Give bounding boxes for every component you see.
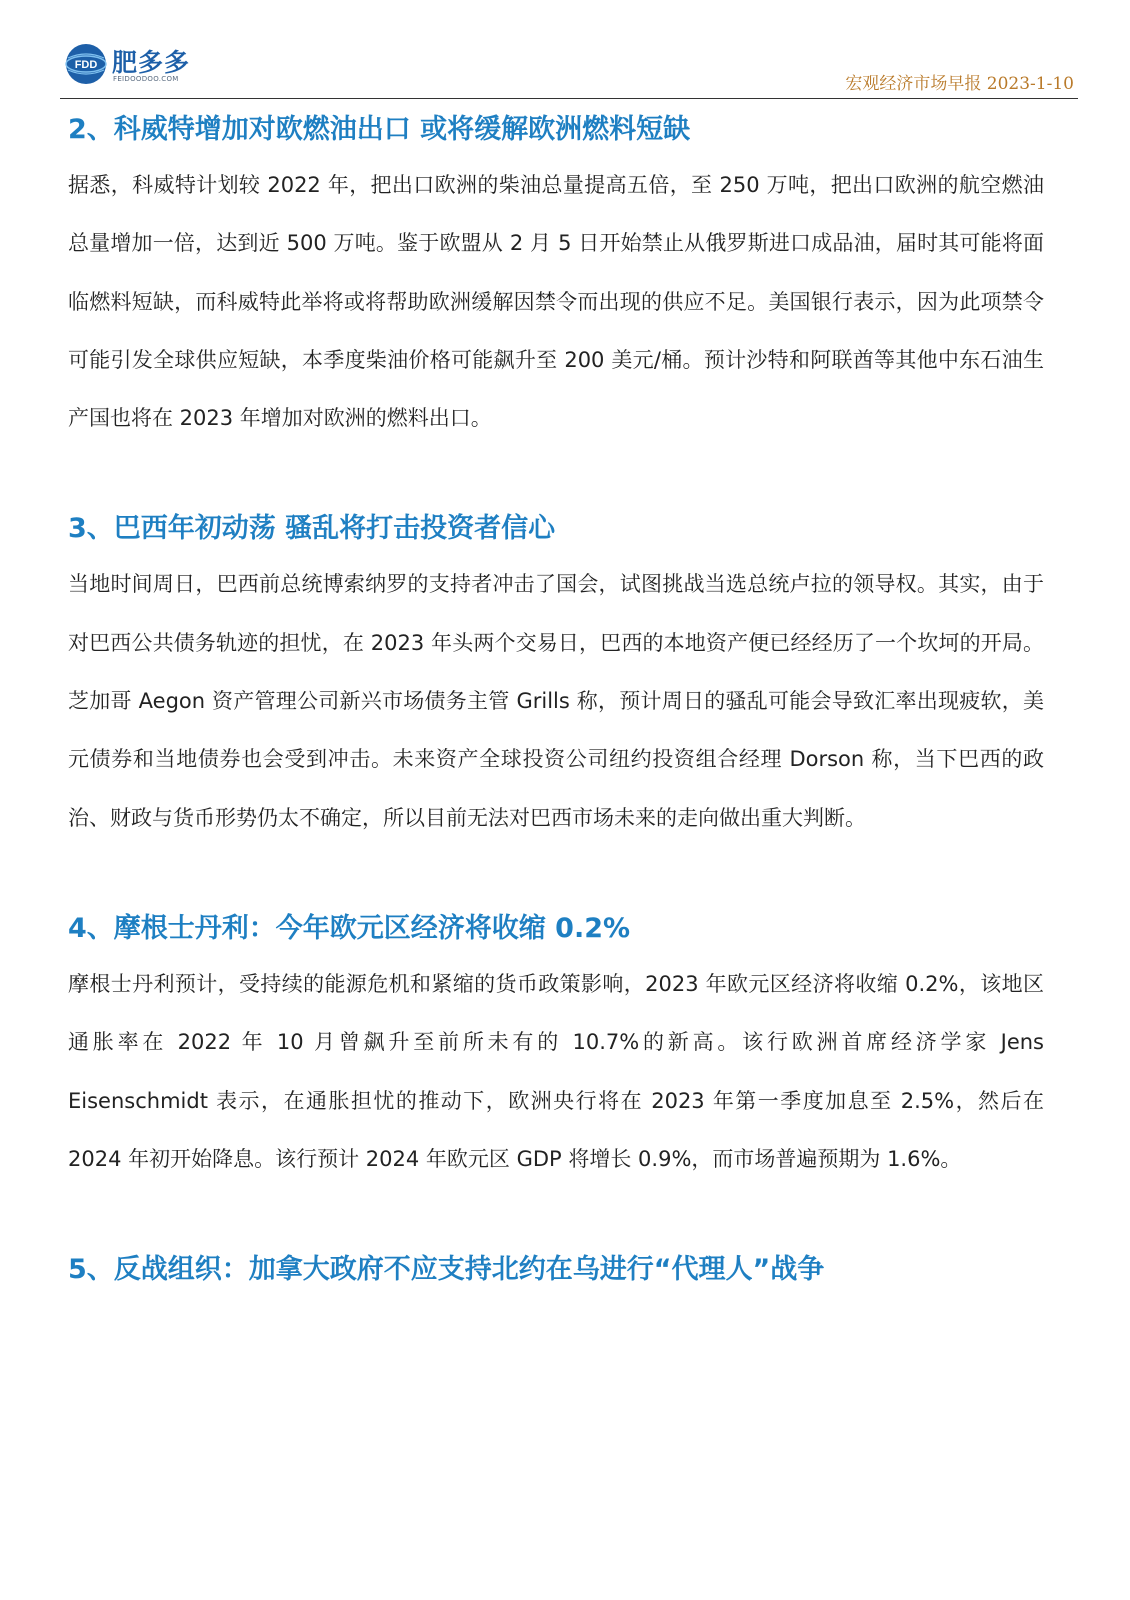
section-spacer xyxy=(68,447,1044,503)
news-section xyxy=(68,903,1044,1188)
report-title: 宏观经济市场早报 2023-1-10 xyxy=(845,74,1074,94)
section-heading: 3、巴西年初动荡 骚乱将打击投资者信心 xyxy=(68,513,556,545)
logo-globe-icon xyxy=(64,42,108,86)
section-spacer xyxy=(68,847,1044,903)
article-content xyxy=(68,104,1044,1296)
news-section xyxy=(68,1244,1044,1296)
page-header xyxy=(60,38,1078,99)
news-section xyxy=(68,104,1044,447)
logo-wordmark: 肥多多 xyxy=(112,48,191,77)
company-logo xyxy=(64,42,204,88)
logo-domain: FEIDOODOO.COM xyxy=(113,75,179,83)
section-heading: 5、反战组织：加拿大政府不应支持北约在乌进行“代理人”战争 xyxy=(68,1254,825,1286)
section-heading: 4、摩根士丹利：今年欧元区经济将收缩 0.2% xyxy=(68,912,631,944)
section-body: 当地时间周日，巴西前总统博索纳罗的支持者冲击了国会，试图挑战当选总统卢拉的领导权。其实，由于对巴西公共债务轨迹的担忧，在 2023 年头两个交易日，巴西的本地资产便已经经历了一个坎坷的开局。芝加哥 Aegon 资产管理公司新兴市场债务主管 Grills 称，预计周日的骚乱可能会导致汇率出现疲软，美元债券和当地债券也会受到冲击。未来资产全球投资公司纽约投资组合经理 Dorson 称，当下巴西的政治、财政与货币形势仍太不确定，所以目前无法对巴西市场未来的走向做出重大判断。 xyxy=(68,572,1044,830)
section-heading: 2、科威特增加对欧燃油出口 或将缓解欧洲燃料短缺 xyxy=(68,114,691,145)
news-section xyxy=(68,503,1044,846)
section-body: 摩根士丹利预计，受持续的能源危机和紧缩的货币政策影响，2023 年欧元区经济将收缩 0.2%，该地区通胀率在 2022 年 10 月曾飙升至前所未有的 10.7%的新高。该行欧洲首席经济学家 Jens Eisenschmidt 表示，在通胀担忧的推动下，欧洲央行将在 2023 年第一季度加息至 2.5%，然后在 2024 年初开始降息。该行预计 2024 年欧元区 GDP 将增长 0.9%，而市场普遍预期为 1.6%。 xyxy=(68,971,1044,1171)
section-body: 据悉，科威特计划较 2022 年，把出口欧洲的柴油总量提高五倍，至 250 万吨，把出口欧洲的航空燃油总量增加一倍，达到近 500 万吨。鉴于欧盟从 2 月 5 日开始禁止从俄罗斯进口成品油，届时其可能将面临燃料短缺，而科威特此举将或将帮助欧洲缓解因禁令而出现的供应不足。美国银行表示，因为此项禁令可能引发全球供应短缺，本季度柴油价格可能飙升至 200 美元/桶。预计沙特和阿联酋等其他中东石油生产国也将在 2023 年增加对欧洲的燃料出口。 xyxy=(68,173,1044,431)
section-spacer xyxy=(68,1188,1044,1244)
logo-badge: FDD xyxy=(74,59,98,71)
